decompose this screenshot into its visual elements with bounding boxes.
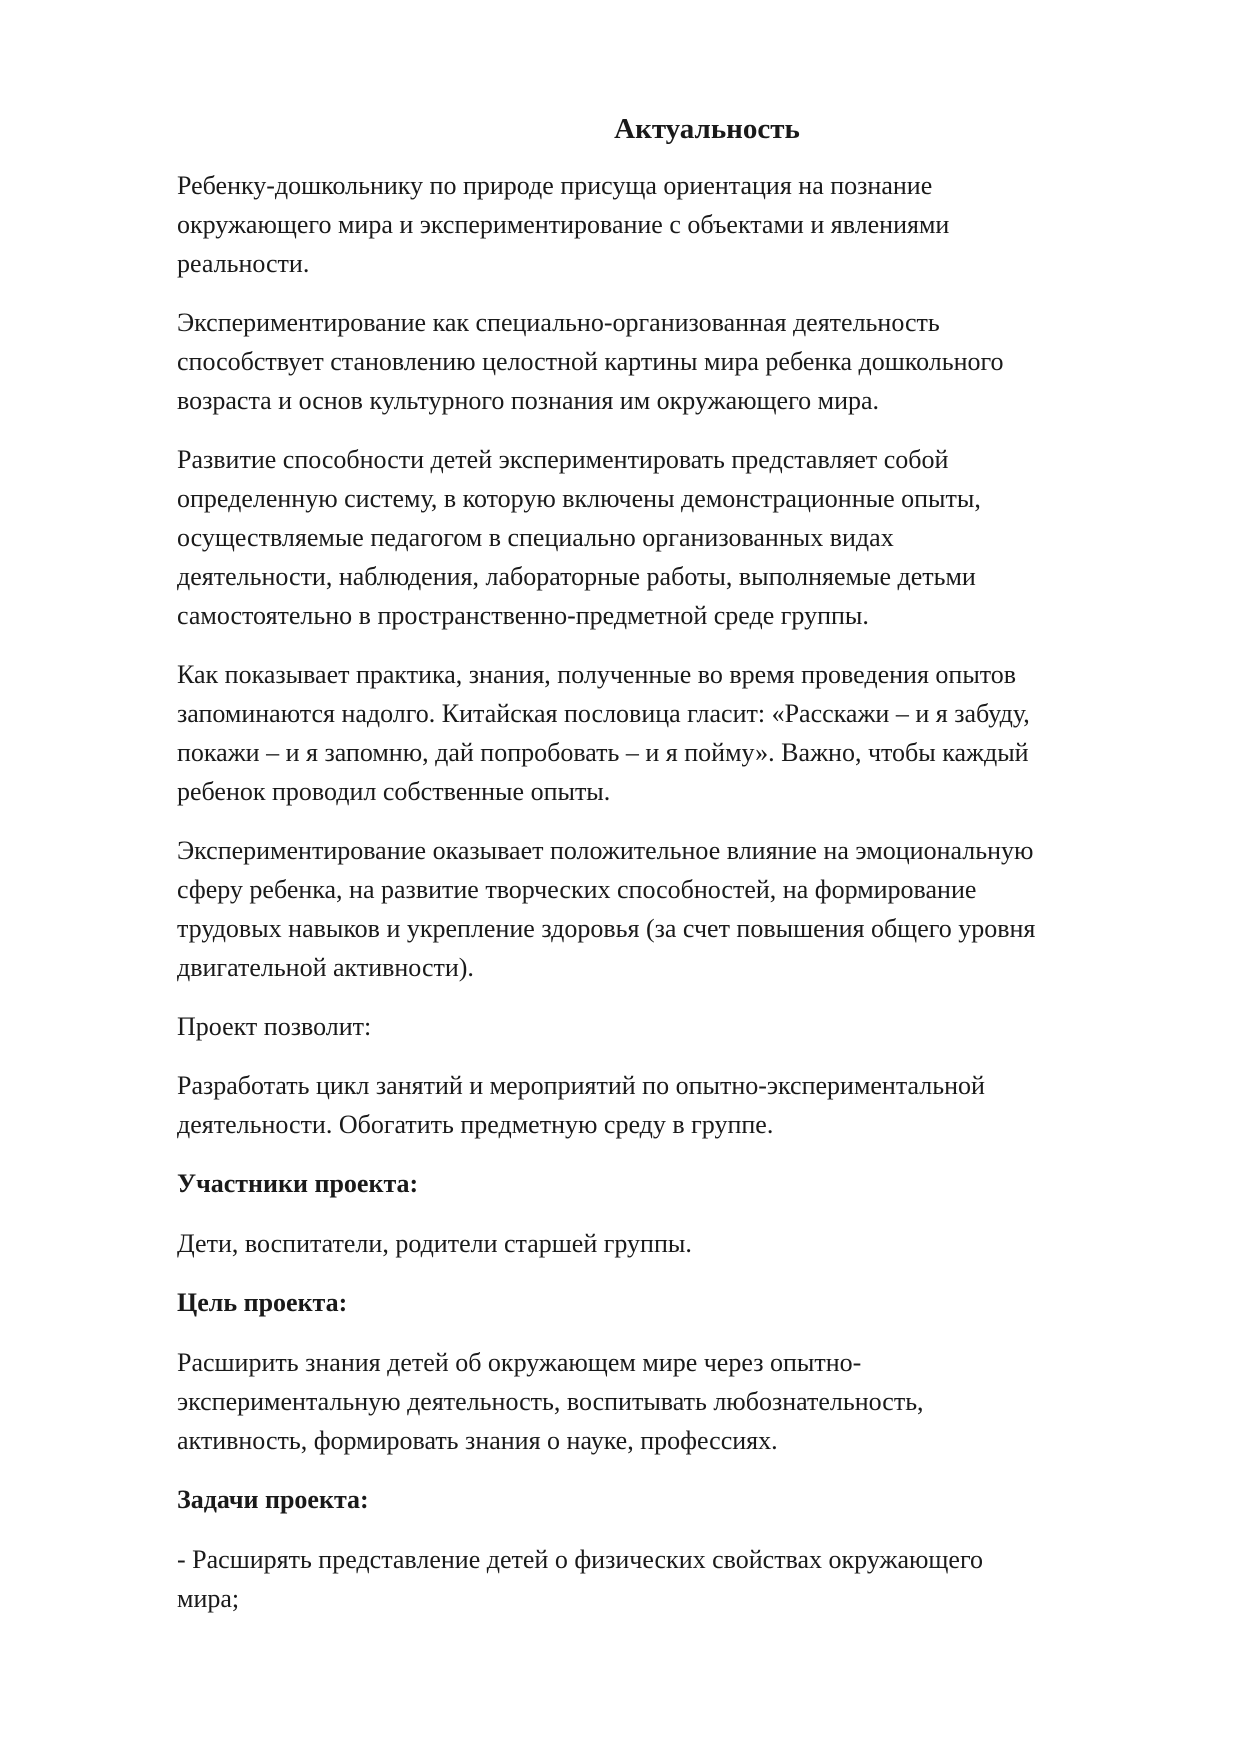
paragraph-experimenting: Экспериментирование как специально-организованная деятельность способствует становлению целостной картины мира ребенка дошкольного возраста и основ культурного познания им окружающего мира.: [177, 308, 1004, 415]
goal-text: Расширить знания детей об окружающем мире через опытно- экспериментальную деятельность, воспитывать любознательность, активность, формировать знания о науке, профессиях.: [177, 1348, 924, 1455]
participants-text: Дети, воспитатели, родители старшей группы.: [177, 1229, 692, 1258]
paragraph-development: Развитие способности детей экспериментировать представляет собой определенную систему, в которую включены демонстрационные опыты, осуществляемые педагогом в специально организованных видах деятельности, наблюдения, лабораторные работы, выполняемые детьми самостоятельно в пространственно-предметной среде группы.: [177, 445, 981, 630]
paragraph-intro: Ребенку-дошкольнику по природе присуща ориентация на познание окружающего мира и экспериментирование с объектами и явлениями реальности.: [177, 171, 950, 278]
participants-heading: Участники проекта:: [177, 1169, 419, 1198]
paragraph-practice: Как показывает практика, знания, полученные во время проведения опытов запоминаются надолго. Китайская пословица гласит: «Расскажи – и я забуду, покажи – и я запомню, дай попробовать – и я пойму». Важно, чтобы каждый ребенок проводил собственные опыты.: [177, 660, 1030, 806]
tasks-text: - Расширять представление детей о физических свойствах окружающего мира;: [177, 1545, 983, 1613]
paragraph-influence: Экспериментирование оказывает положительное влияние на эмоциональную сферу ребенка, на развитие творческих способностей, на формирование трудовых навыков и укрепление здоровья (за счет повышения общего уровня двигательной активности).: [177, 836, 1036, 982]
tasks-heading: Задачи проекта:: [177, 1485, 369, 1514]
page-title: Актуальность: [614, 113, 800, 145]
paragraph-develop-cycle: Разработать цикл занятий и мероприятий по опытно-экспериментальной деятельности. Обогатить предметную среду в группе.: [177, 1071, 985, 1139]
goal-heading: Цель проекта:: [177, 1288, 348, 1317]
paragraph-project-allows: Проект позволит:: [177, 1012, 372, 1041]
document-body: [177, 110, 1167, 1638]
